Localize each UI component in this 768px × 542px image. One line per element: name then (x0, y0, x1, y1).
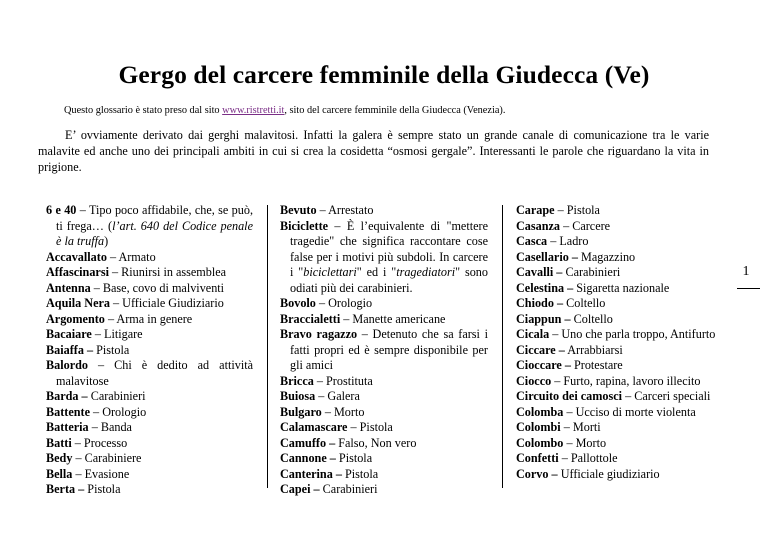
entry-term: Celestina – (516, 280, 574, 295)
entry-definition: Pistola (566, 203, 600, 217)
entry-definition: Tipo poco affidabile, che, se può, ti frega… ( (56, 203, 253, 233)
entry-separator: – (558, 451, 571, 465)
entry-term: Casca (516, 234, 548, 248)
glossary-entry (280, 467, 488, 483)
page-number: 1 (742, 264, 750, 279)
entry-definition: Morto (333, 404, 365, 419)
glossary-entry (46, 451, 253, 467)
entry-definition: Arma in genere (116, 311, 193, 326)
entry-term: Bacaiare (46, 327, 92, 341)
entry-term: Battente (46, 404, 90, 419)
entry-term: Bulgaro (280, 404, 322, 419)
entry-definition: Ufficiale giudiziario (560, 466, 660, 481)
page-number-rule (737, 288, 760, 289)
glossary-entry (46, 436, 253, 452)
entry-separator: – (328, 218, 347, 233)
glossary-entry (46, 265, 253, 281)
column-divider (502, 205, 503, 488)
entry-definition: Pallottole (570, 451, 618, 465)
entry-definition: Arrestato (328, 203, 374, 217)
entry-definition: Morti (572, 420, 601, 434)
glossary-entry (46, 250, 253, 266)
entry-definition: Armato (118, 249, 156, 264)
glossary-entry (46, 358, 253, 389)
entry-term: Bella (46, 466, 73, 481)
glossary-entry (280, 219, 488, 297)
entry-definition: Ucciso di morte violenta (575, 404, 696, 419)
entry-term: Chiodo – (516, 296, 564, 310)
entry-definition: Base, covo di malviventi (102, 280, 225, 295)
entry-term: Bovolo (280, 296, 316, 310)
entry-definition: Sigaretta nazionale (576, 280, 670, 295)
entry-term: Batti (46, 435, 72, 450)
entry-definition: Carabiniere (84, 451, 142, 465)
entry-separator: – (90, 404, 103, 419)
entry-term: Ciocco (516, 373, 552, 388)
glossary-entry (280, 405, 488, 421)
entry-term: Ciccare – (516, 342, 565, 357)
entry-separator: – (547, 234, 560, 248)
entry-term: Cavalli – (516, 265, 563, 279)
glossary-entry (46, 405, 253, 421)
source-note-text: Questo glossario è stato preso dal sito (64, 105, 223, 116)
entry-term: Corvo – (516, 466, 558, 481)
entry-term: Bravo ragazzo (280, 327, 358, 341)
entry-separator: – (88, 420, 101, 434)
entry-definition: Pistola (96, 342, 130, 357)
entry-term: Antenna (46, 280, 91, 295)
entry-term: Argomento (46, 311, 105, 326)
entry-separator: – (622, 389, 635, 403)
entry-separator: – (76, 203, 89, 217)
entry-term: Colomba (516, 404, 564, 419)
entry-term: Camuffo – (280, 435, 336, 450)
source-note (64, 105, 505, 116)
glossary-entry (280, 451, 488, 467)
entry-term: Capei – (280, 482, 320, 496)
entry-definition: Magazzino (581, 249, 636, 264)
entry-term: Berta – (46, 482, 85, 496)
entry-separator: – (104, 311, 117, 326)
glossary-entry (516, 374, 723, 390)
entry-definition: Pistola (338, 451, 373, 465)
entry-separator: – (554, 203, 567, 217)
column-divider (267, 205, 268, 488)
glossary-column-3 (516, 203, 723, 482)
glossary-entry (46, 296, 253, 312)
entry-definition: Orologio (328, 296, 373, 310)
glossary-entry (46, 312, 253, 328)
entry-definition: Arrabbiarsi (567, 342, 623, 357)
entry-definition: ) (104, 234, 109, 248)
entry-term: Colombo (516, 435, 564, 450)
entry-separator: – (315, 389, 328, 403)
entry-separator: – (563, 404, 576, 419)
entry-term: Affascinarsi (46, 265, 109, 279)
entry-separator: – (315, 296, 329, 310)
entry-term: Biciclette (280, 218, 329, 233)
entry-definition: Pistola (359, 420, 393, 434)
entry-term: Casellario – (516, 249, 578, 264)
glossary-entry (516, 405, 723, 421)
glossary-entry (516, 219, 723, 235)
glossary-entry (516, 250, 723, 266)
entry-separator: – (72, 451, 85, 465)
entry-term: Bricca (280, 373, 314, 388)
entry-term: Canterina – (280, 466, 342, 481)
entry-separator: – (551, 373, 564, 388)
glossary-entry (46, 467, 253, 483)
glossary-entry (46, 203, 253, 250)
entry-term: Braccialetti (280, 311, 341, 326)
entry-term: Confetti (516, 451, 559, 465)
entry-term: Circuito dei camosci (516, 389, 623, 403)
entry-term: Aquila Nera (46, 296, 110, 310)
entry-definition: Furto, rapina, lavoro illecito (563, 373, 701, 388)
entry-term: Cannone – (280, 451, 336, 465)
entry-term: Accavallato (46, 249, 107, 264)
glossary-entry (516, 358, 723, 374)
glossary-entry (516, 467, 723, 483)
entry-separator: – (313, 373, 327, 388)
glossary-entry (516, 436, 723, 452)
glossary-entry (280, 327, 488, 374)
entry-separator: – (357, 327, 373, 341)
glossary-entry (516, 389, 723, 405)
entry-definition: Uno che parla troppo, Antifurto (561, 327, 716, 341)
glossary-entry (280, 203, 488, 219)
intro-paragraph: E’ ovviamente derivato dai gerghi malavitosi. Infatti la galera è sempre stato un grande canale di comunicazione tra le varie malavite ed anche uno dei principali ambiti in cui si crea la cosidetta “osmosi gergale”. Interessanti le parole che riguardano la vita in prigione. (38, 128, 709, 174)
entry-definition: Protestare (573, 358, 623, 372)
entry-definition: Carceri speciali (634, 389, 711, 403)
entry-term: Bedy (46, 451, 73, 465)
glossary-entry (280, 420, 488, 436)
entry-term: Ciappun – (516, 311, 571, 326)
glossary-entry (516, 281, 723, 297)
entry-definition: Carabinieri (565, 265, 621, 279)
entry-separator: – (71, 435, 84, 450)
entry-definition: È l’equivalente di "mettere tragedie" che significa raccontare cose false per i motivi più subdoli. In carcere i " (290, 218, 488, 279)
glossary-entry (516, 327, 723, 343)
glossary-entry (280, 389, 488, 405)
entry-term: Baiaffa – (46, 342, 94, 357)
entry-definition: Galera (327, 389, 360, 403)
entry-definition: " ed i " (356, 265, 397, 279)
glossary-entry (46, 343, 253, 359)
entry-definition: Orologio (102, 404, 147, 419)
entry-term: Cicala (516, 327, 550, 341)
entry-separator: – (560, 218, 573, 233)
glossary-entry (516, 312, 723, 328)
entry-definition: Manette americane (352, 311, 446, 326)
glossary-column-1 (46, 203, 253, 498)
glossary-entry (280, 436, 488, 452)
entry-definition: Processo (83, 435, 128, 450)
entry-separator: – (316, 203, 329, 217)
entry-separator: – (109, 296, 123, 310)
entry-definition: Morto (575, 435, 607, 450)
entry-definition: Litigare (104, 327, 143, 341)
entry-definition: Falso, Non vero (338, 435, 417, 450)
entry-definition: Pistola (87, 482, 121, 496)
entry-definition-italic: l’art. 640 del Codice penale è la truffa (56, 218, 253, 248)
entry-term: Batteria (46, 420, 89, 434)
glossary-entry (280, 374, 488, 390)
glossary-entry (46, 420, 253, 436)
entry-term: Barda – (46, 389, 88, 403)
entry-term: Carape (516, 203, 555, 217)
entry-term: 6 e 40 (46, 203, 77, 217)
entry-separator: – (87, 358, 115, 372)
entry-separator: – (549, 327, 562, 341)
glossary-entry (516, 451, 723, 467)
glossary-entry (516, 203, 723, 219)
glossary-entry (516, 265, 723, 281)
entry-term: Cioccare – (516, 358, 571, 372)
entry-definition: Carabinieri (90, 389, 146, 403)
entry-separator: – (321, 404, 334, 419)
entry-definition: Carabinieri (322, 482, 378, 496)
entry-term: Colombi (516, 420, 561, 434)
entry-definition-italic: tragediatori (396, 265, 456, 279)
entry-separator: – (340, 311, 353, 326)
entry-separator: – (72, 466, 85, 481)
entry-term: Calamascare (280, 420, 348, 434)
entry-definition: Ladro (559, 234, 589, 248)
entry-definition: Chi è dedito ad attività malavitose (56, 358, 253, 388)
entry-definition: Ufficiale Giudiziario (122, 296, 224, 310)
source-note-tail: , sito del carcere femminile della Giudecca (Venezia). (284, 105, 506, 116)
glossary-entry (46, 389, 253, 405)
entry-definition: Detenuto che sa farsi i fatti propri ed è sempre disponibile per gli amici (290, 327, 488, 372)
entry-separator: – (560, 420, 573, 434)
glossary-entry (280, 482, 488, 498)
entry-definition-italic: biciclettari (303, 265, 357, 279)
entry-separator: – (563, 435, 576, 450)
entry-separator: – (108, 265, 122, 279)
entry-definition: " sono odiati più dei carabinieri. (290, 265, 488, 295)
entry-definition: Carcere (572, 218, 611, 233)
glossary-entry (280, 296, 488, 312)
glossary-column-2 (280, 203, 488, 498)
source-link[interactable]: www.ristretti.it (222, 105, 285, 116)
entry-term: Buiosa (280, 389, 316, 403)
glossary-entry (46, 482, 253, 498)
entry-separator: – (106, 249, 119, 264)
entry-term: Bevuto (280, 203, 317, 217)
document-title: Gergo del carcere femminile della Giudecca (Ve) (118, 60, 650, 89)
entry-definition: Prostituta (326, 373, 373, 388)
entry-definition: Pistola (345, 466, 379, 481)
entry-term: Balordo (46, 358, 88, 372)
entry-definition: Riunirsi in assemblea (121, 265, 227, 279)
entry-definition: Coltello (573, 311, 613, 326)
entry-separator: – (347, 420, 360, 434)
glossary-entry (46, 281, 253, 297)
glossary-entry (516, 296, 723, 312)
entry-definition: Coltello (566, 296, 606, 310)
entry-definition: Banda (100, 420, 132, 434)
entry-separator: – (90, 280, 103, 295)
glossary-entry (516, 234, 723, 250)
entry-term: Casanza (516, 218, 561, 233)
entry-definition: Evasione (84, 466, 130, 481)
glossary-entry (280, 312, 488, 328)
glossary-entry (46, 327, 253, 343)
glossary-entry (516, 343, 723, 359)
entry-separator: – (91, 327, 104, 341)
glossary-entry (516, 420, 723, 436)
